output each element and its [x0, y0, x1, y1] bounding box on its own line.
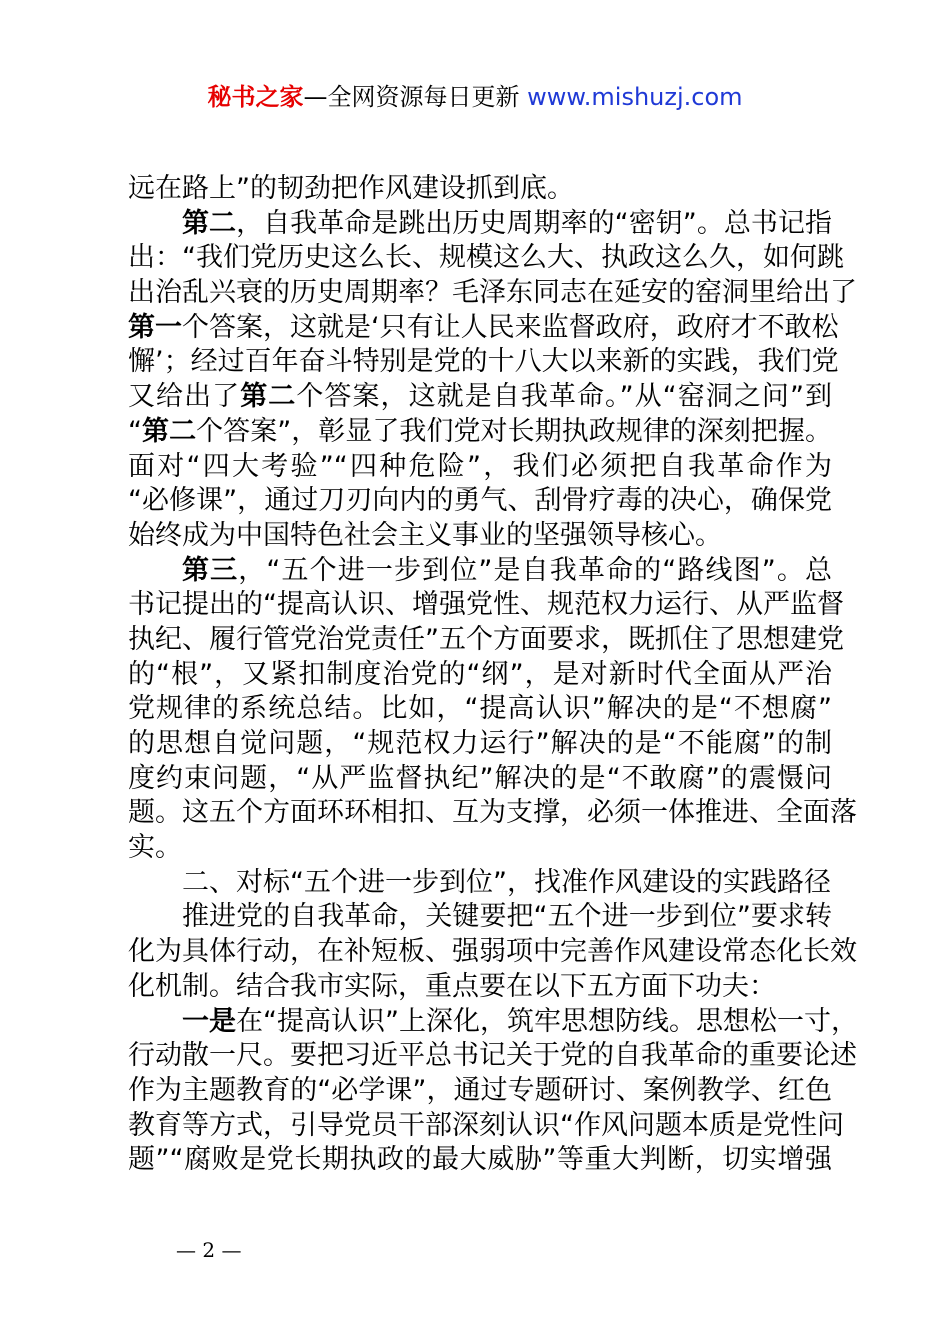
text-line: 的思想自觉问题，“规范权力运行”解决的是“不能腐”的制 — [128, 728, 832, 759]
page-number: — 2 — — [176, 1238, 242, 1262]
text-line: 度约束问题，“从严监督执纪”解决的是“不敢腐”的震慑问 — [128, 762, 832, 794]
paragraph-first-point: 一是在“提高认识”上深化，筑牢思想防线。思想松一寸， — [182, 1005, 858, 1037]
section-heading: 二、对标“五个进一步到位”，找准作风建设的实践路径 — [182, 866, 831, 898]
bold-marker: 第二 — [182, 207, 237, 239]
text-line: 懈’；经过百年奋斗特别是党的十八大以来新的实践，我们党 — [128, 346, 839, 378]
header-brand: 秘书之家 — [207, 83, 304, 111]
text-line: 题”“腐败是党长期执政的最大威胁”等重大判断，切实增强 — [128, 1144, 832, 1176]
text-line: 出治乱兴衰的历史周期率？毛泽东同志在延安的窑洞里给出了 — [128, 277, 857, 309]
text-line: 执纪、履行管党治党责任”五个方面要求，既抓住了思想建党 — [128, 623, 844, 655]
bold-marker: 第三 — [182, 554, 239, 586]
text-line: 第一个答案，这就是‘只有让人民来监督政府，政府才不敢松 — [128, 311, 839, 343]
header-tagline: —全网资源每日更新 — [303, 83, 528, 111]
text-line: 党规律的系统总结。比如，“提高认识”解决的是“不想腐” — [128, 693, 832, 725]
bold-marker: 第一 — [128, 311, 182, 343]
text-line: “必修课”，通过刀刃向内的勇气、刮骨疗毒的决心，确保党 — [128, 485, 832, 517]
bold-marker: 第二 — [142, 415, 197, 447]
text-line: 实。 — [128, 832, 182, 864]
text-line: 作为主题教育的“必学课”，通过专题研讨、案例教学、红色 — [128, 1074, 832, 1106]
header-url-link[interactable]: www.mishuzj.com — [527, 83, 743, 111]
text-line: 始终成为中国特色社会主义事业的坚强领导核心。 — [128, 519, 722, 551]
text-line: “第二个答案”，彰显了我们党对长期执政规律的深刻把握。 — [128, 415, 832, 447]
text-line: 化为具体行动，在补短板、强弱项中完善作风建设常态化长效 — [128, 936, 857, 968]
text-line: 的“根”，又紧扣制度治党的“纲”，是对新时代全面从严治 — [128, 658, 832, 690]
text-line: 书记提出的“提高认识、增强党性、规范权力运行、从严监督 — [128, 589, 844, 621]
bold-marker: 一是 — [182, 1005, 236, 1037]
paragraph-second-start: 第二，自我革命是跳出历史周期率的“密钥”。总书记指 — [182, 207, 832, 239]
text-line: 面对“四大考验”“四种危险”，我们必须把自我革命作为 — [128, 450, 832, 482]
text-line: 推进党的自我革命，关键要把“五个进一步到位”要求转 — [182, 901, 832, 933]
page-header — [0, 80, 950, 114]
document-body — [128, 172, 858, 1178]
text-line: 题。这五个方面环环相扣、互为支撑，必须一体推进、全面落 — [128, 797, 857, 829]
text-line: 又给出了第二个答案，这就是自我革命。”从“窑洞之问”到 — [128, 381, 833, 413]
text-line: 行动散一尺。要把习近平总书记关于党的自我革命的重要论述 — [128, 1040, 857, 1072]
text-line: 教育等方式，引导党员干部深刻认识“作风问题本质是党性问 — [128, 1109, 844, 1141]
paragraph-third-start: 第三，“五个进一步到位”是自我革命的“路线图”。总 — [182, 554, 833, 586]
text-line: 远在路上”的韧劲把作风建设抓到底。 — [128, 173, 574, 204]
text-line: 出：“我们党历史这么长、规模这么大、执政这么久，如何跳 — [128, 242, 844, 274]
text-line: 化机制。结合我市实际，重点要在以下五方面下功夫： — [128, 970, 776, 1002]
bold-marker: 第二 — [240, 381, 297, 413]
